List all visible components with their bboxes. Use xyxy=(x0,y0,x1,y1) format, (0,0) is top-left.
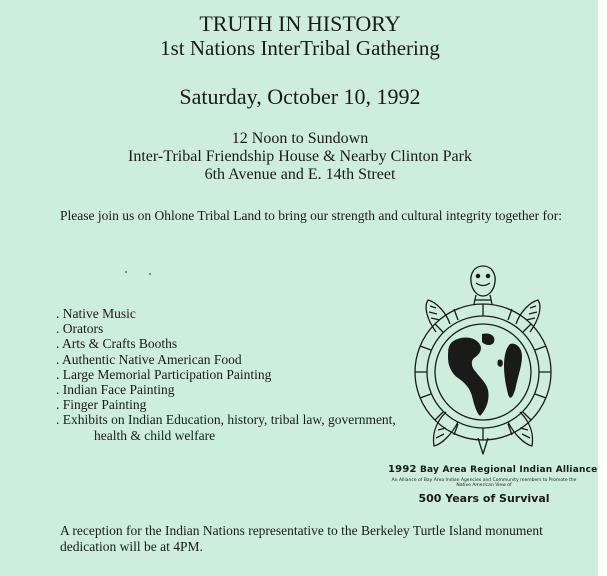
event-time: 12 Noon to Sundown xyxy=(231,130,369,147)
alliance-block xyxy=(388,464,598,505)
survival-slogan: 500 Years of Survival xyxy=(418,492,550,505)
list-item: . Indian Face Painting xyxy=(56,382,175,398)
flyer-subtitle: 1st Nations InterTribal Gathering xyxy=(160,36,440,60)
intro-paragraph: Please join us on Ohlone Tribal Land to bring our strength and cultural integrity together for: xyxy=(60,208,563,223)
alliance-year: 1992 xyxy=(388,464,417,475)
list-item: . Native Music xyxy=(56,306,136,321)
alliance-tagline: An Alliance of Bay Area Indian Agencies and Community members to Promote the Native American View of xyxy=(391,478,577,488)
list-item: . Authentic Native American Food xyxy=(56,351,242,367)
paper-specks xyxy=(125,270,165,276)
turtle-globe-illustration xyxy=(412,262,554,462)
reception-note: A reception for the Indian Nations representative to the Berkeley Turtle Island monument dedication will be at 4PM. xyxy=(60,523,543,554)
list-item: . Orators xyxy=(56,321,104,337)
flyer-title: TRUTH IN HISTORY xyxy=(199,11,401,36)
alliance-name xyxy=(388,464,598,475)
event-date: Saturday, October 10, 1992 xyxy=(179,84,421,109)
event-address: 6th Avenue and E. 14th Street xyxy=(204,166,396,183)
activity-list xyxy=(56,306,396,443)
event-details xyxy=(0,130,598,184)
alliance-title: Bay Area Regional Indian Alliance xyxy=(419,465,598,475)
list-item-continuation: health & child welfare xyxy=(94,427,216,443)
list-item: . Finger Painting xyxy=(56,397,147,413)
event-venue: Inter-Tribal Friendship House & Nearby Clinton Park xyxy=(128,148,472,165)
list-item: . Exhibits on Indian Education, history, tribal law, government, xyxy=(56,412,396,428)
list-item: . Large Memorial Participation Painting xyxy=(56,366,272,382)
list-item: . Arts & Crafts Booths xyxy=(56,336,178,352)
